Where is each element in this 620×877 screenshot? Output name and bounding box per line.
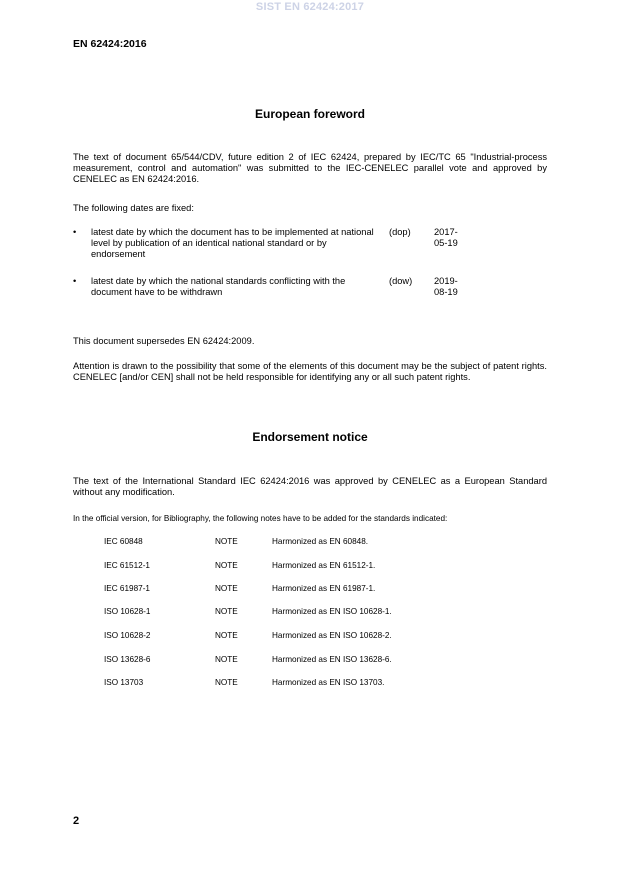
bullet-abbreviation: (dop) <box>389 227 411 237</box>
standard-id: ISO 13628-6 <box>104 655 151 664</box>
standard-note-label: NOTE <box>215 607 238 616</box>
standard-note-label: NOTE <box>215 655 238 664</box>
endorsement-heading: Endorsement notice <box>252 430 368 444</box>
standard-note-label: NOTE <box>215 678 238 687</box>
standard-harmonized-text: Harmonized as EN ISO 10628-2. <box>272 631 392 640</box>
standard-id: IEC 60848 <box>104 537 143 546</box>
standard-harmonized-text: Harmonized as EN 61987-1. <box>272 584 376 593</box>
standard-id: ISO 13703 <box>104 678 144 687</box>
endorsement-paragraph: The text of the International Standard IEC 62424:2016 was approved by CENELEC as a European Standard without any modification. <box>73 476 547 498</box>
bullet-dot-icon: • <box>73 227 77 237</box>
bullet-text: latest date by which the document has to be implemented at national level by publication of an identical national standard or by endorsement <box>91 227 374 260</box>
standard-note-label: NOTE <box>215 631 238 640</box>
dates-intro-paragraph: The following dates are fixed: <box>73 203 194 213</box>
standard-id: ISO 10628-2 <box>104 631 151 640</box>
bullet-date: 2019-08-19 <box>434 276 458 298</box>
patent-attention-paragraph: Attention is drawn to the possibility that some of the elements of this document may be the subject of patent rights. CENELEC [and/or CEN] shall not be held responsible for identifying any or all such patent rights. <box>73 361 547 383</box>
standard-harmonized-text: Harmonized as EN 60848. <box>272 537 369 546</box>
foreword-intro-paragraph: The text of document 65/544/CDV, future edition 2 of IEC 62424, prepared by IEC/TC 65 "Industrial-process measurement, control and automation" was submitted to the IEC-CENELEC parallel vote and approved by CENELEC as EN 62424:2016. <box>73 152 547 185</box>
standard-id: ISO 10628-1 <box>104 607 151 616</box>
document-id: EN 62424:2016 <box>73 38 147 50</box>
foreword-heading: European foreword <box>254 107 365 121</box>
standard-note-label: NOTE <box>215 561 238 570</box>
bibliography-note: In the official version, for Bibliography, the following notes have to be added for the standards indicated: <box>73 514 448 523</box>
bullet-date: 2017-05-19 <box>434 227 458 249</box>
standard-harmonized-text: Harmonized as EN ISO 10628-1. <box>272 607 392 616</box>
standard-harmonized-text: Harmonized as EN ISO 13628-6. <box>272 655 392 664</box>
bullet-abbreviation: (dow) <box>389 276 413 286</box>
bullet-dot-icon: • <box>73 276 77 286</box>
standard-harmonized-text: Harmonized as EN ISO 13703. <box>272 678 385 687</box>
standard-note-label: NOTE <box>215 537 238 546</box>
standard-id: IEC 61987-1 <box>104 584 150 593</box>
standard-harmonized-text: Harmonized as EN 61512-1. <box>272 561 376 570</box>
standard-note-label: NOTE <box>215 584 238 593</box>
watermark: SIST EN 62424:2017 <box>255 1 365 13</box>
standard-id: IEC 61512-1 <box>104 561 150 570</box>
supersedes-paragraph: This document supersedes EN 62424:2009. <box>73 336 255 346</box>
bullet-text: latest date by which the national standards conflicting with the document have to be withdrawn <box>91 276 346 298</box>
page-number: 2 <box>73 815 80 827</box>
